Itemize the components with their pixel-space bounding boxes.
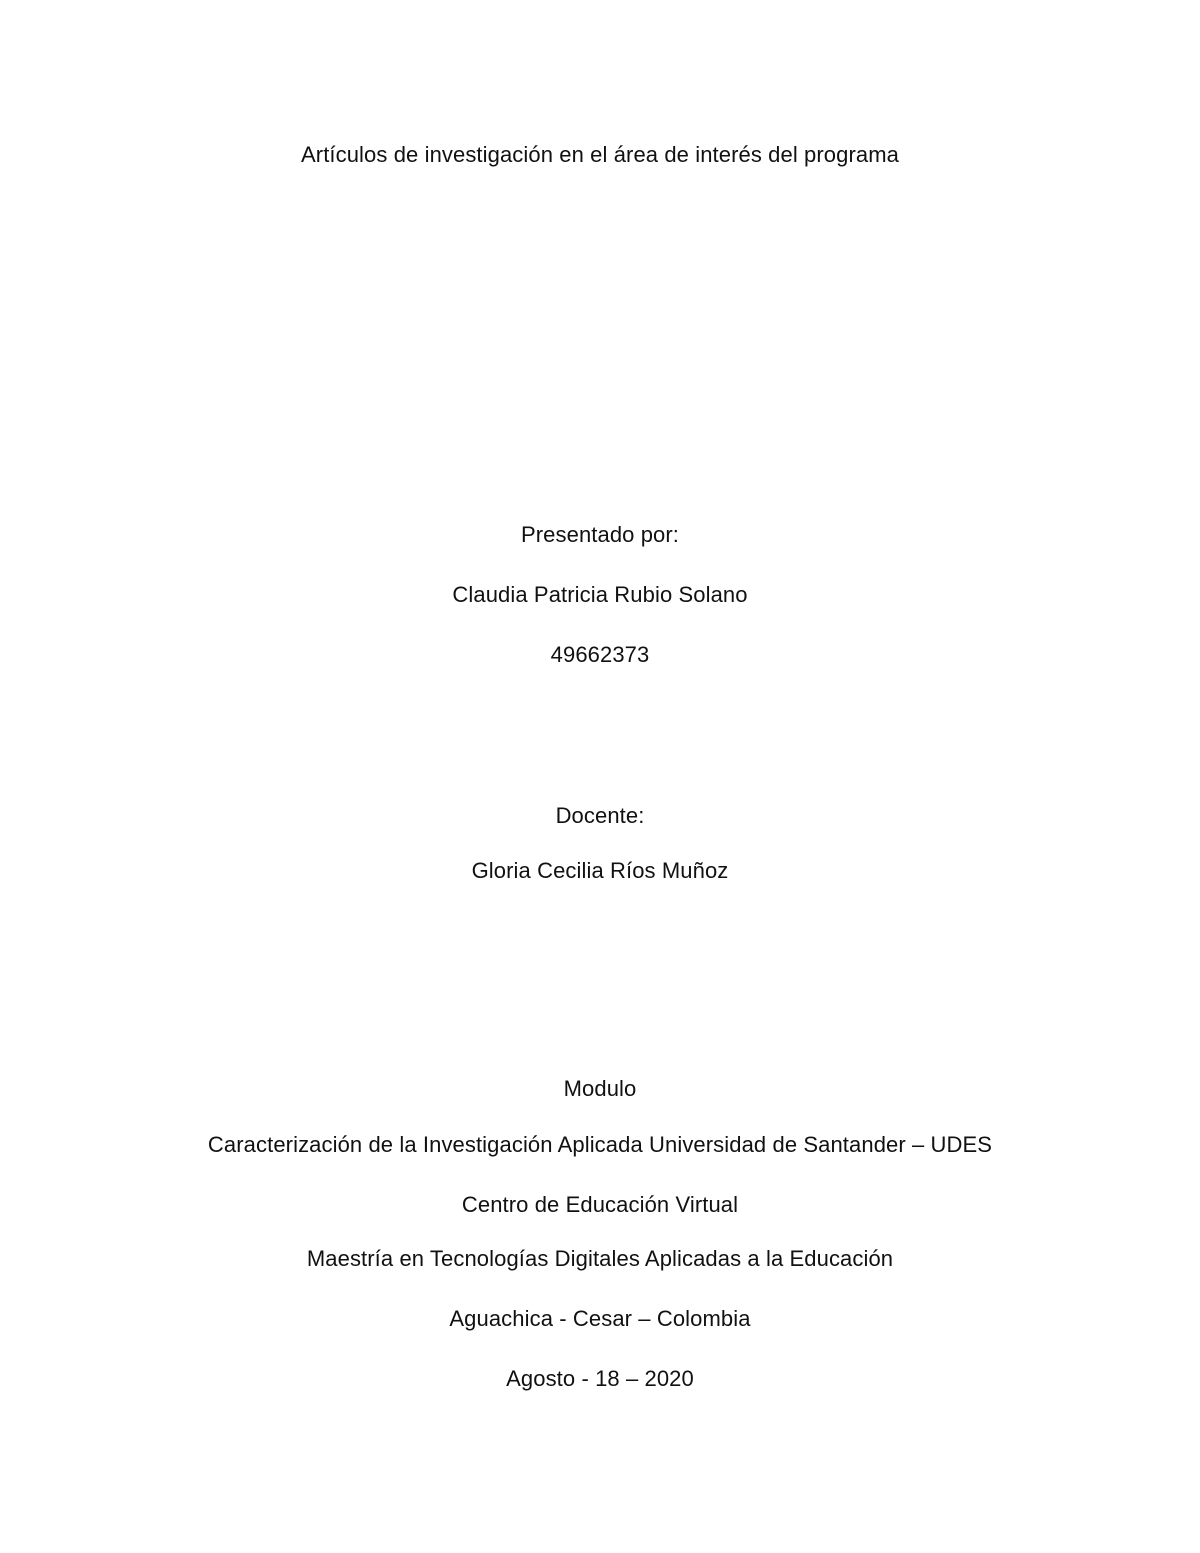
module-label: Modulo xyxy=(563,1076,637,1101)
author-id: 49662373 xyxy=(550,642,650,667)
teacher-label: Docente: xyxy=(555,803,645,828)
presented-by-label: Presentado por: xyxy=(520,522,680,547)
document-date: Agosto - 18 – 2020 xyxy=(506,1366,694,1391)
location: Aguachica - Cesar – Colombia xyxy=(449,1306,751,1331)
module-name: Caracterización de la Investigación Aplicada Universidad de Santander – UDES xyxy=(207,1132,993,1157)
teacher-name: Gloria Cecilia Ríos Muñoz xyxy=(471,858,729,883)
author-name: Claudia Patricia Rubio Solano xyxy=(452,582,748,607)
document-title: Artículos de investigación en el área de interés del programa xyxy=(301,142,899,167)
program-name: Maestría en Tecnologías Digitales Aplicadas a la Educación xyxy=(306,1246,894,1271)
education-center: Centro de Educación Virtual xyxy=(461,1192,739,1217)
